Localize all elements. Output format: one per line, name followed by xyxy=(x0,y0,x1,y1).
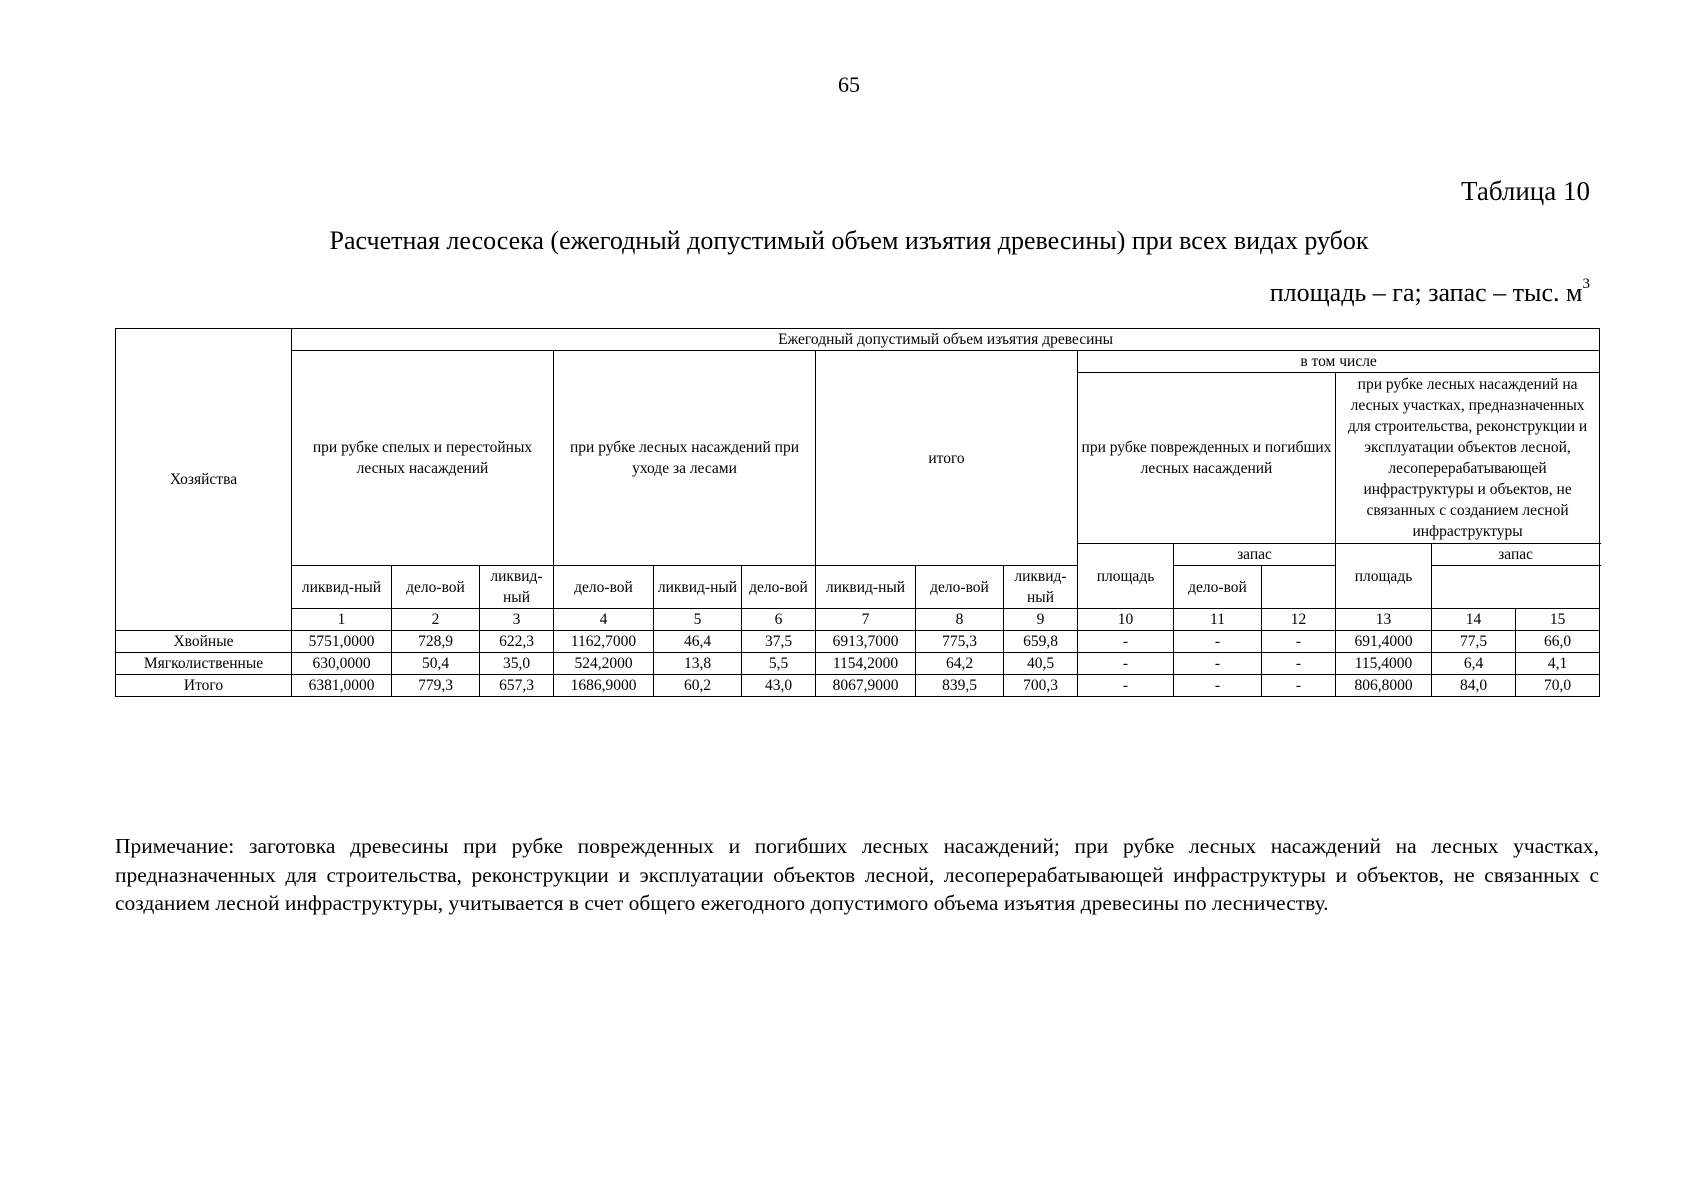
table-cell: 1154,2000 xyxy=(816,653,916,675)
table-cell: 46,4 xyxy=(654,631,742,653)
column-number: 13 xyxy=(1336,609,1432,631)
header-group-care: при рубке лесных насаждений при уходе за лесами xyxy=(554,351,816,566)
units-superscript: 3 xyxy=(1582,276,1590,293)
table-cell: 657,3 xyxy=(480,675,554,697)
table-row xyxy=(116,653,1600,675)
column-number: 2 xyxy=(392,609,480,631)
table-cell: 37,5 xyxy=(742,631,816,653)
table-cell: 70,0 xyxy=(1516,675,1600,697)
column-number: 10 xyxy=(1078,609,1174,631)
table-cell: 66,0 xyxy=(1516,631,1600,653)
column-number: 6 xyxy=(742,609,816,631)
table-cell: 13,8 xyxy=(654,653,742,675)
table-cell: - xyxy=(1078,675,1174,697)
table-cell: 775,3 xyxy=(916,631,1004,653)
table-row xyxy=(116,631,1600,653)
table-note: Примечание: заготовка древесины при рубке поврежденных и погибших лесных насаждений; при рубке лесных насаждений на лесных участках, предназначенных для строительства, реконструкции и эксплуатации объектов лесной, лесоперерабатывающей инфраструктуры и объектов, не связанных с созданием лесной инфраструктуры, учитывается в счет общего ежегодного допустимого объема изъятия древесины по лесничеству. xyxy=(115,834,1599,915)
header-liquid: ликвид-ный xyxy=(292,566,392,609)
header-business: дело-вой xyxy=(742,566,816,609)
table-cell: 622,3 xyxy=(480,631,554,653)
header-business: дело-вой xyxy=(554,566,654,609)
row-name: Итого xyxy=(116,675,292,697)
column-number: 14 xyxy=(1432,609,1516,631)
header-liquid: ликвид-ный xyxy=(654,566,742,609)
header-business: дело-вой xyxy=(392,566,480,609)
table-cell: 64,2 xyxy=(916,653,1004,675)
column-number: 12 xyxy=(1262,609,1336,631)
column-number: 1 xyxy=(292,609,392,631)
table-cell: - xyxy=(1174,675,1262,697)
column-number: 7 xyxy=(816,609,916,631)
column-number-row xyxy=(116,609,1600,631)
table-cell: 115,4000 xyxy=(1336,653,1432,675)
header-group-total: итого xyxy=(816,351,1078,566)
table-title: Расчетная лесосека (ежегодный допустимый объем изъятия древесины) при всех видах рубок xyxy=(329,226,1369,255)
header-business: дело-вой xyxy=(1174,566,1262,609)
header-including: в том числе xyxy=(1078,351,1600,373)
table-cell: 35,0 xyxy=(480,653,554,675)
cutting-volume-table xyxy=(115,328,1600,697)
table-cell: 659,8 xyxy=(1004,631,1078,653)
header-liquid: ликвид-ный xyxy=(816,566,916,609)
table-cell: 691,4000 xyxy=(1336,631,1432,653)
header-liquid: ликвид-ный xyxy=(480,566,554,609)
header-group-infra: при рубке лесных насаждений на лесных участках, предназначенных для строительства, реконструкции и эксплуатации объектов лесной, лесоперерабатывающей инфраструктуры и объектов, не связанных с созданием лесной инфраструктуры xyxy=(1336,373,1600,544)
page-number: 65 xyxy=(838,72,860,97)
header-area: площадь xyxy=(1078,544,1174,609)
header-row-groups xyxy=(116,351,1600,373)
table-label: Таблица 10 xyxy=(1461,176,1590,206)
table-cell: 1686,9000 xyxy=(554,675,654,697)
table-cell: - xyxy=(1174,631,1262,653)
table-cell: - xyxy=(1078,631,1174,653)
table-cell: 77,5 xyxy=(1432,631,1516,653)
row-name: Мягколиственные xyxy=(116,653,292,675)
table-cell: - xyxy=(1262,675,1336,697)
table-cell: 8067,9000 xyxy=(816,675,916,697)
table-cell: 700,3 xyxy=(1004,675,1078,697)
header-area: площадь xyxy=(1336,544,1432,609)
header-business: дело-вой xyxy=(916,566,1004,609)
table-cell: 5751,0000 xyxy=(292,631,392,653)
table-cell: 6381,0000 xyxy=(292,675,392,697)
table-row xyxy=(116,675,1600,697)
column-number: 11 xyxy=(1174,609,1262,631)
column-number: 5 xyxy=(654,609,742,631)
column-number: 4 xyxy=(554,609,654,631)
table-cell: 6,4 xyxy=(1432,653,1516,675)
table-cell: 728,9 xyxy=(392,631,480,653)
table-cell: 4,1 xyxy=(1516,653,1600,675)
table-body xyxy=(116,631,1600,697)
column-number: 8 xyxy=(916,609,1004,631)
units-caption xyxy=(1270,278,1590,308)
column-number: 3 xyxy=(480,609,554,631)
table-cell: 43,0 xyxy=(742,675,816,697)
header-stock: запас xyxy=(1174,544,1336,566)
column-number: 15 xyxy=(1516,609,1600,631)
table-cell: - xyxy=(1078,653,1174,675)
header-liquid: ликвид-ный xyxy=(1004,566,1078,609)
column-number: 9 xyxy=(1004,609,1078,631)
table-cell: 84,0 xyxy=(1432,675,1516,697)
header-row-annual xyxy=(116,329,1600,351)
table-cell: - xyxy=(1174,653,1262,675)
table-cell: 839,5 xyxy=(916,675,1004,697)
table-cell: 524,2000 xyxy=(554,653,654,675)
header-farms: Хозяйства xyxy=(116,329,292,631)
table-cell: 1162,7000 xyxy=(554,631,654,653)
table-cell: 40,5 xyxy=(1004,653,1078,675)
table-cell: 5,5 xyxy=(742,653,816,675)
table-cell: 630,0000 xyxy=(292,653,392,675)
table-cell: 6913,7000 xyxy=(816,631,916,653)
header-group-damaged: при рубке поврежденных и погибших лесных насаждений xyxy=(1078,373,1336,544)
table-cell: - xyxy=(1262,631,1336,653)
table-cell: 50,4 xyxy=(392,653,480,675)
table-cell: - xyxy=(1262,653,1336,675)
header-annual-volume: Ежегодный допустимый объем изъятия древесины xyxy=(292,329,1600,351)
table-cell: 806,8000 xyxy=(1336,675,1432,697)
units-text: площадь – га; запас – тыс. м xyxy=(1269,278,1583,307)
row-name: Хвойные xyxy=(116,631,292,653)
header-group-mature: при рубке спелых и перестойных лесных насаждений xyxy=(292,351,554,566)
table-cell: 60,2 xyxy=(654,675,742,697)
header-stock: запас xyxy=(1432,544,1600,566)
table-cell: 779,3 xyxy=(392,675,480,697)
